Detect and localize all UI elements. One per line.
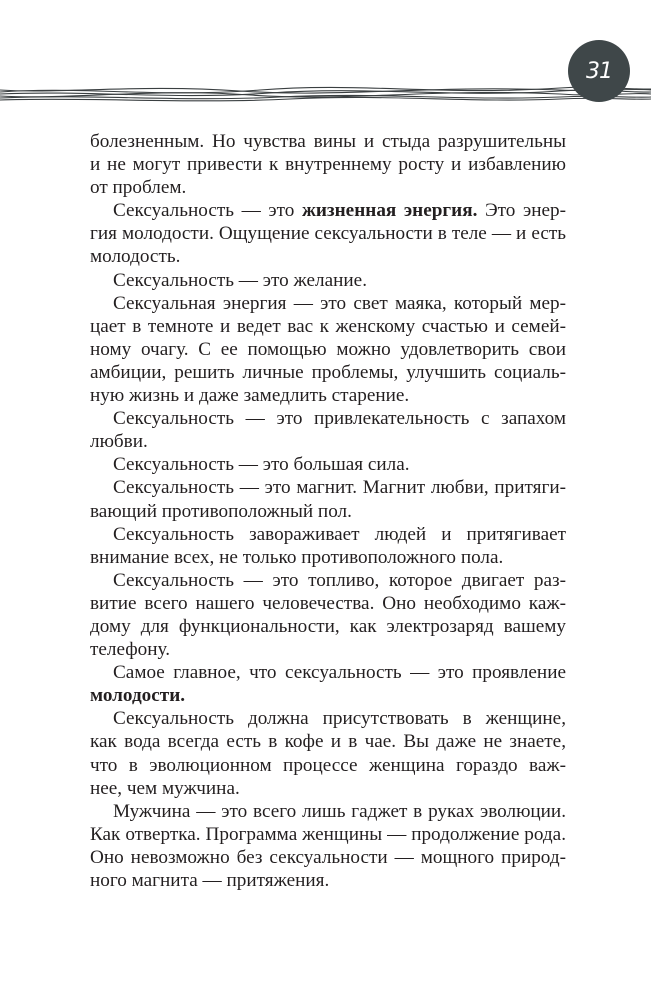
- header-wave-decoration: [0, 70, 651, 120]
- text-line: цает в темноте и ведет вас к женскому счастью и семей-: [90, 315, 566, 337]
- text-line: Сексуальность — это привлекательность с запахом: [113, 408, 566, 430]
- text-line: и не могут привести к внутреннему росту и избавлению: [90, 154, 566, 176]
- paragraph: [90, 199, 566, 268]
- text-line: [90, 199, 566, 222]
- text-line: ную жизнь и даже замедлить старение.: [90, 385, 410, 407]
- text-line: любви.: [90, 431, 148, 453]
- text-line: вающий противоположный пол.: [90, 500, 352, 522]
- text-line: витие всего нашего человечества. Оно необходимо каж-: [90, 592, 566, 614]
- text-line: Мужчина — это всего лишь гаджет в руках эволюции.: [113, 800, 566, 822]
- text-line: Сексуальность — это магнит. Магнит любви, притяги-: [113, 477, 566, 499]
- page-number: 31: [586, 58, 612, 84]
- text-line: Самое главное, что сексуальность — это проявление: [113, 662, 566, 684]
- text-line: амбиции, решить личные проблемы, улучшить социаль-: [90, 361, 566, 383]
- text-line: Как отвертка. Программа женщины — продолжение рода.: [90, 823, 566, 845]
- paragraph: [90, 407, 566, 453]
- text-fragment: Сексуальность — это: [113, 200, 302, 222]
- paragraph: [90, 453, 566, 476]
- text-fragment: Это энер-: [477, 200, 566, 222]
- text-line: Сексуальность должна присутствовать в женщине,: [113, 708, 566, 730]
- text-line: что в эволюционном процессе женщина гораздо важ-: [90, 754, 566, 776]
- paragraph: [90, 800, 566, 892]
- paragraph: [90, 130, 566, 199]
- paragraph: [90, 292, 566, 407]
- text-line: ного магнита — притяжения.: [90, 870, 330, 891]
- paragraph: [90, 569, 566, 661]
- body-text: [90, 130, 566, 892]
- text-line: Сексуальная энергия — это свет маяка, который мер-: [113, 292, 566, 314]
- text-line: Сексуальность — это топливо, которое двигает раз-: [113, 569, 566, 591]
- page-number-badge: [568, 40, 630, 102]
- bold-phrase: жизненная энергия.: [301, 200, 478, 222]
- bold-phrase: молодости.: [90, 685, 186, 707]
- text-line: молодость.: [90, 246, 181, 268]
- text-line: Сексуальность — это желание.: [113, 269, 367, 291]
- paragraph: [90, 523, 566, 569]
- text-line: гия молодости. Ощущение сексуальности в теле — и есть: [90, 223, 566, 245]
- paragraph: [90, 661, 566, 707]
- paragraph: [90, 269, 566, 292]
- paragraph: [90, 707, 566, 799]
- text-line: как вода всегда есть в кофе и в чае. Вы даже не знаете,: [90, 731, 566, 753]
- text-line: ному очагу. С ее помощью можно удовлетворить свои: [90, 338, 566, 360]
- text-line: [90, 684, 566, 707]
- text-line: Оно невозможно без сексуальности — мощного природ-: [90, 846, 566, 868]
- text-line: дому для функциональности, как электрозаряд вашему: [90, 615, 566, 637]
- text-line: телефону.: [90, 639, 170, 661]
- text-line: Сексуальность — это большая сила.: [113, 454, 410, 476]
- text-line: внимание всех, не только противоположного пола.: [90, 546, 504, 568]
- text-line: от проблем.: [90, 177, 187, 199]
- text-line: Сексуальность завораживает людей и притягивает: [113, 523, 566, 545]
- paragraph: [90, 476, 566, 522]
- text-line: нее, чем мужчина.: [90, 777, 240, 799]
- text-line: болезненным. Но чувства вины и стыда разрушительны: [90, 131, 566, 152]
